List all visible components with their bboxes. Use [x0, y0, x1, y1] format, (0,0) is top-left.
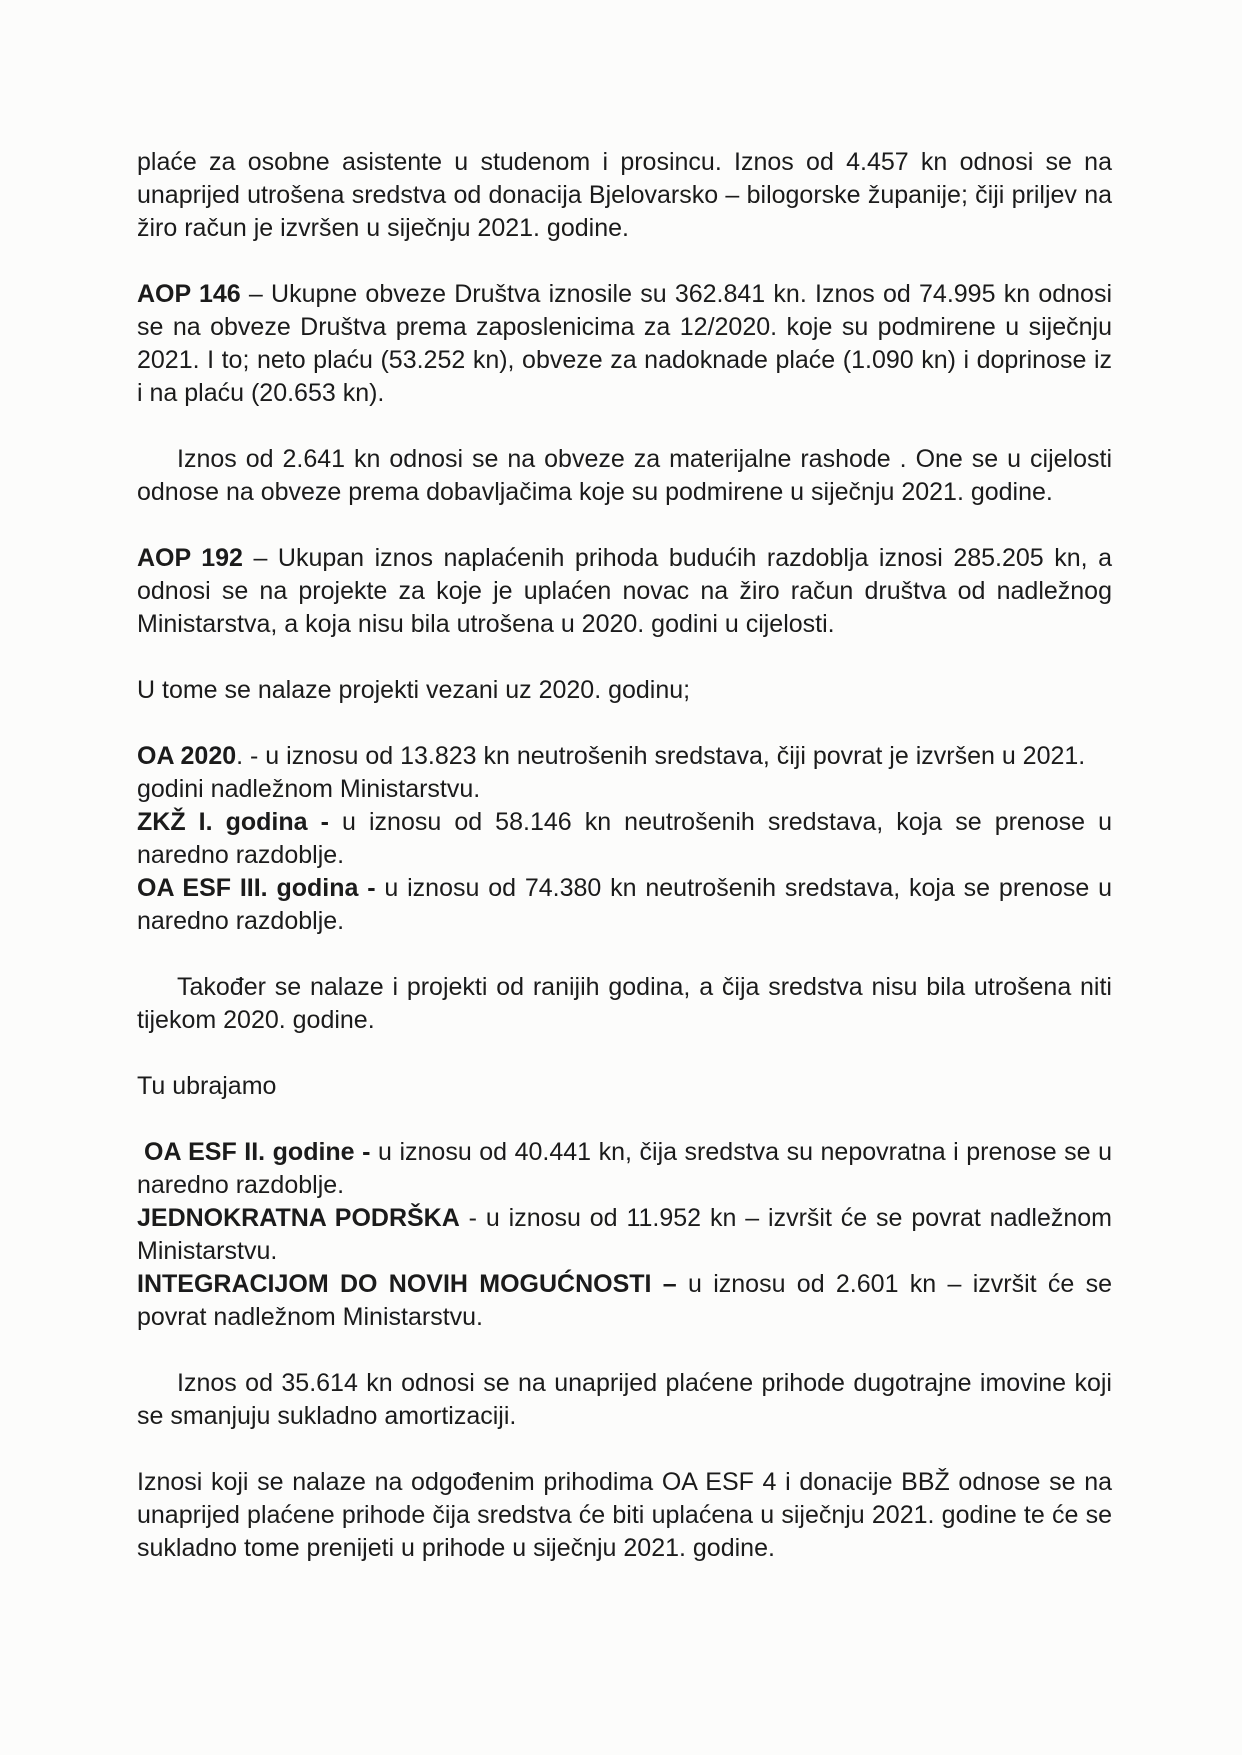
text-run: u iznosu od 74.380 kn neutrošenih sredstava, koja se prenose u naredno razdoblje.: [137, 874, 1112, 935]
text-run: - u iznosu od 11.952 kn – izvršit će se povrat nadležnom Ministarstvu.: [137, 1204, 1112, 1265]
text-run: Iznosi koji se nalaze na odgođenim prihodima OA ESF 4 i donacije BBŽ odnose se na unaprijed plaćene prihode čija sredstva će biti uplaćena u siječnju 2021. godine te će se sukladno tome prenijeti u prihode u siječnju 2021. godine.: [137, 1468, 1112, 1562]
text-run: u iznosu od 40.441 kn, čija sredstva su nepovratna i prenose se u naredno razdoblje.: [137, 1138, 1113, 1199]
text-run: U tome se nalaze projekti vezani uz 2020. godinu;: [137, 676, 691, 704]
oa-esf-2-label: OA ESF II. godine -: [144, 1138, 371, 1166]
text-run: Iznos od 2.641 kn odnosi se na obveze za materijalne rashode . One se u cijelosti odnose na obveze prema dobavljačima koje su podmirene u siječnju 2021. godine.: [137, 445, 1112, 506]
text-run: Iznos od 35.614 kn odnosi se na unaprijed plaćene prihode dugotrajne imovine koji se smanjuju sukladno amortizaciji.: [137, 1369, 1112, 1430]
paragraph-oa-esf-3-godina: [137, 872, 1112, 938]
paragraph-integracijom: [137, 1268, 1112, 1334]
paragraph-amortizacija: [137, 1367, 1112, 1433]
paragraph-intro: [137, 146, 1112, 245]
paragraph-tu-ubrajamo: [137, 1070, 1112, 1103]
text-run: – Ukupne obveze Društva iznosile su 362.841 kn. Iznos od 74.995 kn odnosi se na obveze Društva prema zaposlenicima za 12/2020. koje su podmirene u siječnju 2021. I to; neto plaću (53.252 kn), obveze za nadoknade plaće (1.090 kn) i doprinose iz i na plaću (20.653 kn).: [137, 280, 1112, 407]
oa-esf-3-label: OA ESF III. godina -: [137, 874, 376, 902]
aop-192-label: AOP 192: [137, 544, 243, 572]
paragraph-aop-146: [137, 278, 1112, 410]
paragraph-projekti-2020-uvod: [137, 674, 1112, 707]
paragraph-odgodjeni-prihodi: [137, 1466, 1112, 1565]
text-run: plaće za osobne asistente u studenom i prosincu. Iznos od 4.457 kn odnosi se na unaprijed utrošena sredstva od donacija Bjelovarsko – bilogorske županije; čiji priljev na žiro račun je izvršen u siječnju 2021. godine.: [137, 148, 1112, 242]
paragraph-aop-192: [137, 542, 1112, 641]
text-run: Tu ubrajamo: [137, 1072, 277, 1100]
paragraph-jednokratna-podrska: [137, 1202, 1112, 1268]
text-run: Također se nalaze i projekti od ranijih godina, a čija sredstva nisu bila utrošena niti tijekom 2020. godine.: [137, 973, 1112, 1034]
paragraph-raniji-projekti: [137, 971, 1112, 1037]
zkz-1-label: ZKŽ I. godina -: [137, 808, 329, 836]
oa-2020-label: OA 2020: [137, 742, 237, 770]
text-run: u iznosu od 58.146 kn neutrošenih sredstava, koja se prenose u naredno razdoblje.: [137, 808, 1113, 869]
integracijom-label: INTEGRACIJOM DO NOVIH MOGUĆNOSTI –: [137, 1270, 677, 1298]
text-run: – Ukupan iznos naplaćenih prihoda budućih razdoblja iznosi 285.205 kn, a odnosi se na projekte za koje je uplaćen novac na žiro račun društva od nadležnog Ministarstva, a koja nisu bila utrošena u 2020. godini u cijelosti.: [137, 544, 1112, 638]
paragraph-materijalni-rashodi: [137, 443, 1112, 509]
paragraph-zkz-1-godina: [137, 806, 1112, 872]
text-run: . - u iznosu od 13.823 kn neutrošenih sredstava, čiji povrat je izvršen u 2021. godini nadležnom Ministarstvu.: [137, 742, 1086, 803]
text-run: u iznosu od 2.601 kn – izvršit će se povrat nadležnom Ministarstvu.: [137, 1270, 1112, 1331]
paragraph-oa-esf-2-godine: [137, 1136, 1112, 1202]
aop-146-label: AOP 146: [137, 280, 241, 308]
jednokratna-podrska-label: JEDNOKRATNA PODRŠKA: [137, 1204, 460, 1232]
paragraph-oa-2020: [137, 740, 1112, 806]
